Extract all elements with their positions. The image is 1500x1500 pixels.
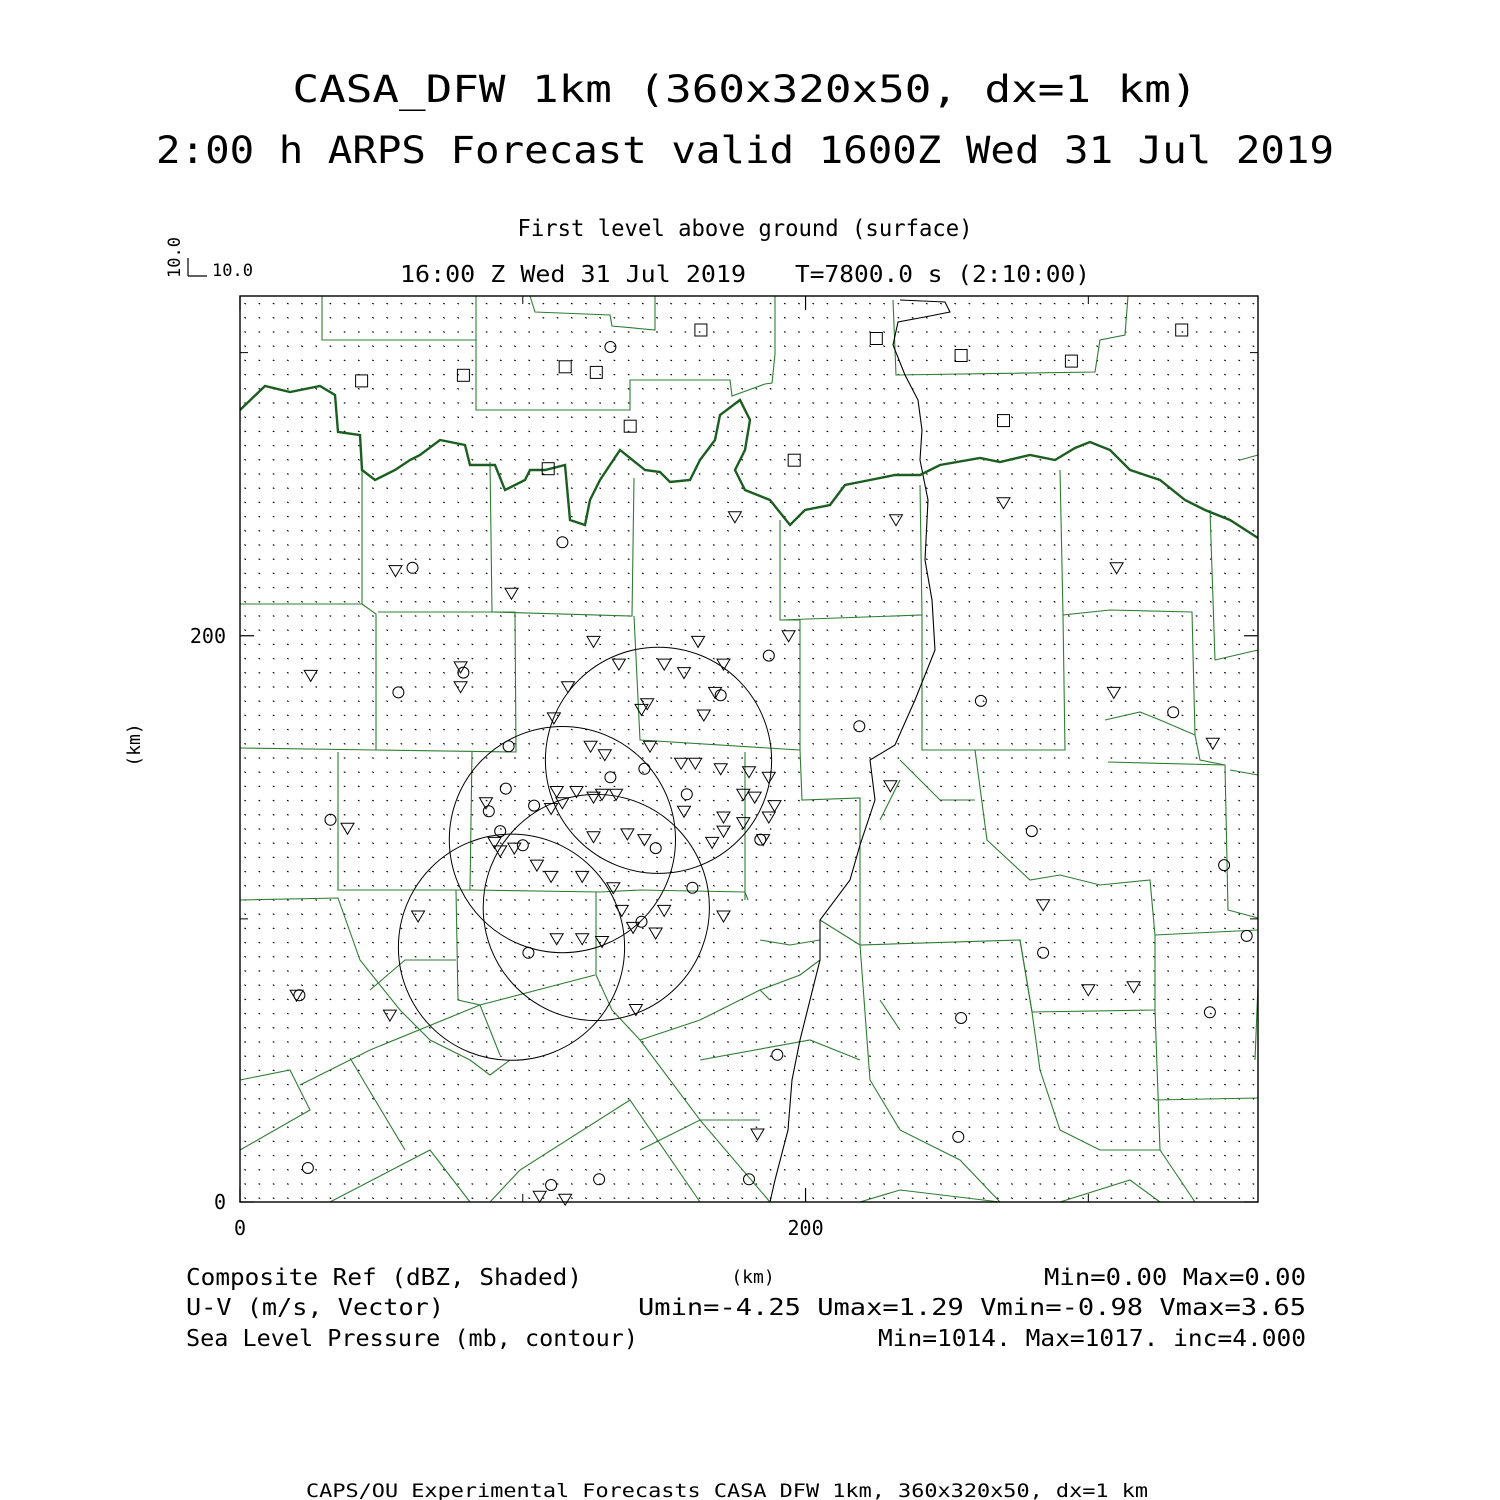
station-triangle-marker xyxy=(706,837,719,848)
station-circle-marker xyxy=(1219,860,1230,871)
county-line xyxy=(975,750,1155,935)
station-triangle-marker xyxy=(768,801,781,812)
station-triangle-marker xyxy=(748,792,761,803)
station-square-marker xyxy=(590,366,602,378)
station-triangle-marker xyxy=(610,789,623,800)
station-triangle-marker xyxy=(545,871,558,882)
county-line xyxy=(760,990,900,1030)
station-circle-marker xyxy=(650,843,661,854)
title-line-2: 2:00 h ARPS Forecast valid 1600Z Wed 31 Jul 2019 xyxy=(156,129,1335,172)
station-triangle-marker xyxy=(1206,738,1219,749)
station-circle-marker xyxy=(975,695,986,706)
station-triangle-marker xyxy=(678,668,691,679)
x-tick-label: 200 xyxy=(787,1216,824,1240)
station-triangle-marker xyxy=(714,764,727,775)
county-line xyxy=(300,960,595,1085)
county-line xyxy=(330,1100,700,1202)
state-border-thick xyxy=(240,386,1258,538)
station-square-marker xyxy=(998,415,1010,427)
wind-vector-field xyxy=(244,303,1254,1198)
county-line xyxy=(470,752,748,900)
county-line xyxy=(350,1040,860,1150)
county-line xyxy=(780,610,1195,750)
station-triangle-marker xyxy=(341,823,354,834)
station-triangle-marker xyxy=(533,1191,546,1202)
station-circle-marker xyxy=(325,814,336,825)
station-square-marker xyxy=(1176,324,1188,336)
station-triangle-marker xyxy=(584,741,597,752)
station-triangle-marker xyxy=(649,928,662,939)
station-triangle-marker xyxy=(692,636,705,647)
station-triangle-marker xyxy=(717,826,730,837)
county-line xyxy=(640,960,820,1040)
radar-range-rings xyxy=(398,647,771,1060)
station-triangle-marker xyxy=(550,934,563,945)
station-triangle-marker xyxy=(587,636,600,647)
station-triangle-marker xyxy=(1127,982,1140,993)
station-circle-marker xyxy=(500,783,511,794)
station-circle-marker xyxy=(546,1180,557,1191)
station-triangle-marker xyxy=(412,911,425,922)
plot-time-offset: T=7800.0 s (2:10:00) xyxy=(795,262,1090,288)
county-line xyxy=(240,470,516,752)
station-square-marker xyxy=(870,333,882,345)
county-line xyxy=(893,296,1128,375)
station-circle-marker xyxy=(956,1013,967,1024)
station-triangle-marker xyxy=(644,741,657,752)
map-plot-area xyxy=(240,296,1258,1205)
county-line xyxy=(240,1070,310,1150)
station-circle-marker xyxy=(1168,707,1179,718)
y-tick-label: 200 xyxy=(189,623,226,648)
station-triangle-marker xyxy=(717,812,730,823)
y-axis-label: (km) xyxy=(124,723,145,767)
county-line xyxy=(1060,1180,1160,1202)
uv-min-max: Umin=-4.25 Umax=1.29 Vmin=-0.98 Vmax=3.65 xyxy=(638,1295,1306,1321)
station-triangle-marker xyxy=(675,758,688,769)
station-circle-marker xyxy=(1241,930,1252,941)
station-triangle-marker xyxy=(1037,900,1050,911)
county-line xyxy=(240,748,472,890)
radar-ring xyxy=(398,834,624,1060)
station-circle-marker xyxy=(681,789,692,800)
station-triangle-marker xyxy=(1110,563,1123,574)
station-triangle-marker xyxy=(728,512,741,523)
station-triangle-marker xyxy=(576,871,589,882)
station-square-marker xyxy=(1065,355,1077,367)
station-triangle-marker xyxy=(737,818,750,829)
vector-scale-key xyxy=(165,237,253,281)
station-triangle-marker xyxy=(890,515,903,526)
station-circle-marker xyxy=(529,800,540,811)
wind-vector-path xyxy=(244,303,1254,1198)
station-circle-marker xyxy=(302,1163,313,1174)
station-triangle-marker xyxy=(678,806,691,817)
county-line xyxy=(800,750,1258,1012)
station-triangle-marker xyxy=(559,1194,572,1205)
station-circle-marker xyxy=(503,741,514,752)
station-square-marker xyxy=(624,420,636,432)
station-circle-marker xyxy=(687,882,698,893)
station-triangle-marker xyxy=(304,670,317,681)
station-triangle-marker xyxy=(612,659,625,670)
legend-uv-vector: U-V (m/s, Vector) xyxy=(186,1295,444,1321)
station-circle-marker xyxy=(1204,1007,1215,1018)
station-triangle-marker xyxy=(530,860,543,871)
station-triangle-marker xyxy=(635,704,648,715)
station-square-marker xyxy=(457,369,469,381)
station-triangle-marker xyxy=(598,750,611,761)
ref-min-max: Min=0.00 Max=0.00 xyxy=(1044,1265,1306,1291)
station-circle-marker xyxy=(854,721,865,732)
county-line xyxy=(640,945,1000,1202)
station-triangle-marker xyxy=(545,804,558,815)
station-circle-marker xyxy=(1026,826,1037,837)
plot-time-label: 16:00 Z Wed 31 Jul 2019 xyxy=(400,262,746,288)
county-line xyxy=(322,296,775,410)
station-triangle-marker xyxy=(587,832,600,843)
station-triangle-marker xyxy=(737,789,750,800)
station-circle-marker xyxy=(605,772,616,783)
x-axis-unit-label: (km) xyxy=(731,1267,775,1288)
station-square-marker xyxy=(788,454,800,466)
station-circle-marker xyxy=(772,1049,783,1060)
county-line xyxy=(920,470,1258,660)
station-triangle-marker xyxy=(658,659,671,670)
station-triangle-marker xyxy=(383,1010,396,1021)
station-triangle-marker xyxy=(1107,687,1120,698)
title-line-1: CASA_DFW 1km (360x320x50, dx=1 km) xyxy=(292,68,1050,111)
vector-scale-y-label: 10.0 xyxy=(165,237,185,278)
station-triangle-marker xyxy=(638,835,651,846)
county-line xyxy=(880,760,975,820)
county-line xyxy=(860,985,1258,1202)
station-triangle-marker xyxy=(389,566,402,577)
station-circle-marker xyxy=(744,1174,755,1185)
station-triangle-marker xyxy=(997,498,1010,509)
county-line xyxy=(760,920,860,945)
station-circle-marker xyxy=(407,562,418,573)
station-triangle-marker xyxy=(505,588,518,599)
station-square-marker xyxy=(695,324,707,336)
station-circle-marker xyxy=(605,342,616,353)
station-triangle-marker xyxy=(550,787,563,798)
station-triangle-marker xyxy=(658,905,671,916)
credit-footer: CAPS/OU Experimental Forecasts CASA DFW 1km, 360x320x50, dx=1 km xyxy=(306,1480,1148,1500)
station-square-marker xyxy=(955,350,967,362)
x-tick-label: 0 xyxy=(233,1216,247,1240)
station-triangle-marker xyxy=(717,911,730,922)
county-line xyxy=(1108,762,1258,918)
vector-scale-x-label: 10.0 xyxy=(212,261,253,281)
radar-ring xyxy=(545,647,771,873)
radar-ring xyxy=(449,727,675,953)
station-circle-marker xyxy=(639,763,650,774)
map-axes xyxy=(190,296,1258,1240)
county-line xyxy=(596,892,760,1120)
station-triangle-marker xyxy=(782,631,795,642)
plot-subtitle: First level above ground (surface) xyxy=(517,216,973,242)
station-triangle-marker xyxy=(762,812,775,823)
station-circle-marker xyxy=(393,687,404,698)
station-circle-marker xyxy=(594,1174,605,1185)
county-line xyxy=(1155,1098,1258,1202)
y-tick-label: 0 xyxy=(213,1190,226,1214)
station-circle-marker xyxy=(953,1131,964,1142)
station-circle-marker xyxy=(763,650,774,661)
station-circle-marker xyxy=(1038,947,1049,958)
station-triangle-marker xyxy=(454,682,467,693)
slp-min-max: Min=1014. Max=1017. inc=4.000 xyxy=(878,1326,1306,1352)
station-triangle-marker xyxy=(689,758,702,769)
station-square-marker xyxy=(559,361,571,373)
station-square-marker xyxy=(356,375,368,387)
legend-composite-ref: Composite Ref (dBZ, Shaded) xyxy=(186,1265,582,1291)
station-triangle-marker xyxy=(762,772,775,783)
lake-shoreline xyxy=(770,300,950,1202)
station-circle-marker xyxy=(557,537,568,548)
station-triangle-marker xyxy=(1082,985,1095,996)
station-triangle-marker xyxy=(621,829,634,840)
station-triangle-marker xyxy=(751,1129,764,1140)
legend-slp-contour: Sea Level Pressure (mb, contour) xyxy=(186,1326,638,1352)
